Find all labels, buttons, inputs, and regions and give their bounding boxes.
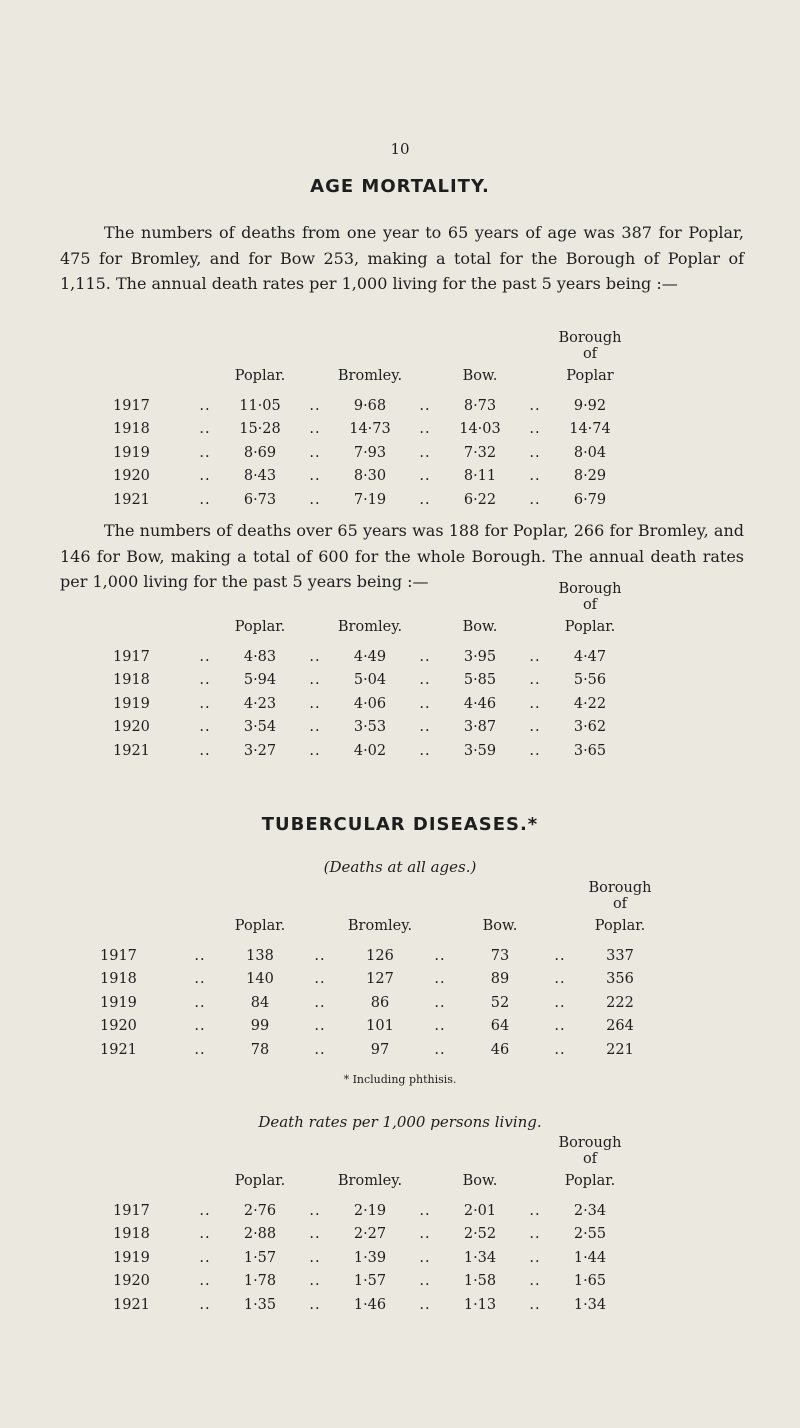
page-number: 10 — [390, 140, 410, 158]
table-row: 1918 .. 15·28 .. 14·73 .. 14·03 .. 14·74 — [113, 414, 623, 438]
column-header: Bromley. — [347, 918, 413, 934]
year-cell: 1918 — [113, 421, 150, 437]
table-row: 1920 .. 1·78 .. 1·57 .. 1·58 .. 1·65 — [113, 1266, 623, 1290]
year-cell: 1919 — [113, 1249, 150, 1266]
value-cell: 4·47 — [573, 648, 607, 665]
value-cell: 1·46 — [353, 1296, 387, 1313]
paragraph-deaths-under-65 — [60, 220, 744, 297]
table-tubercular-deaths — [100, 880, 658, 1058]
value-cell: 3·95 — [463, 648, 497, 665]
value-cell: 78 — [250, 1041, 270, 1058]
column-header: Poplar. — [234, 918, 286, 934]
value-cell: 14·03 — [459, 421, 501, 437]
year-cell: 1917 — [113, 1202, 150, 1219]
table-row: 1917 .. 2·76 .. 2·19 .. 2·01 .. 2·34 — [113, 1195, 623, 1219]
table-row: 1921 .. 78 .. 97 .. 46 .. 221 — [100, 1034, 658, 1058]
value-cell: 4·22 — [573, 695, 607, 712]
year-cell: 1920 — [113, 1273, 150, 1289]
table-row: 1921 .. 1·35 .. 1·46 .. 1·13 .. 1·34 — [113, 1289, 623, 1313]
year-cell: 1918 — [100, 971, 137, 987]
value-cell: 8·04 — [573, 444, 607, 461]
column-top-label: Borough of — [588, 880, 652, 912]
value-cell: 9·92 — [573, 397, 607, 414]
year-cell: 1917 — [113, 397, 150, 414]
year-cell: 1921 — [113, 491, 150, 508]
section-heading-age-mortality: AGE MORTALITY. — [310, 176, 490, 197]
value-cell: 15·28 — [239, 421, 281, 437]
value-cell: 6·79 — [573, 491, 607, 508]
column-header: Bromley. — [337, 619, 403, 635]
table-row: 1920 .. 3·54 .. 3·53 .. 3·87 .. 3·62 — [113, 712, 623, 736]
table-tubercular-death-rates — [113, 1135, 623, 1313]
year-cell: 1919 — [113, 695, 150, 712]
column-top-label: Borough of — [558, 1135, 622, 1167]
value-cell: 14·74 — [569, 421, 611, 437]
value-cell: 1·65 — [573, 1273, 607, 1289]
value-cell: 46 — [490, 1041, 510, 1058]
value-cell: 5·04 — [353, 672, 387, 688]
value-cell: 5·56 — [573, 672, 607, 688]
value-cell: 337 — [606, 947, 634, 964]
value-cell: 5·94 — [243, 672, 277, 688]
value-cell: 7·19 — [353, 491, 387, 508]
value-cell: 1·78 — [243, 1273, 277, 1289]
column-header: Bromley. — [337, 368, 403, 384]
value-cell: 89 — [490, 971, 510, 987]
column-header: Bow. — [462, 619, 498, 635]
table-row: 1919 .. 1·57 .. 1·39 .. 1·34 .. 1·44 — [113, 1242, 623, 1266]
value-cell: 356 — [606, 971, 634, 987]
value-cell: 8·73 — [463, 397, 497, 414]
value-cell: 6·22 — [463, 491, 497, 508]
paragraph-text: The numbers of deaths over 65 years was 188 for Poplar, 266 for Bromley, and 146 for Bow, making a total of 600 for the whole Borough. The annual death rates per 1,000 living for the past 5 years being :— — [60, 521, 744, 591]
value-cell: 4·83 — [243, 648, 277, 665]
value-cell: 8·69 — [243, 444, 277, 461]
value-cell: 140 — [246, 971, 274, 987]
table-row: 1920 .. 99 .. 101 .. 64 .. 264 — [100, 1011, 658, 1035]
value-cell: 8·30 — [353, 468, 387, 484]
value-cell: 1·57 — [243, 1249, 277, 1266]
section-heading-tubercular-diseases: TUBERCULAR DISEASES.* — [261, 814, 539, 835]
column-header: Poplar. — [234, 619, 286, 635]
year-cell: 1917 — [113, 648, 150, 665]
value-cell: 6·73 — [243, 491, 277, 508]
value-cell: 101 — [366, 1018, 394, 1034]
value-cell: 221 — [606, 1041, 634, 1058]
column-header: Poplar. — [234, 368, 286, 384]
value-cell: 8·43 — [243, 468, 277, 484]
value-cell: 1·35 — [243, 1296, 277, 1313]
value-cell: 2·19 — [353, 1202, 387, 1219]
value-cell: 3·54 — [243, 719, 277, 735]
value-cell: 1·34 — [463, 1249, 497, 1266]
year-cell: 1921 — [113, 742, 150, 759]
value-cell: 2·34 — [573, 1202, 607, 1219]
value-cell: 2·01 — [463, 1202, 497, 1219]
subtitle-deaths-all-ages: (Deaths at all ages.) — [323, 858, 477, 876]
table-row: 1919 .. 84 .. 86 .. 52 .. 222 — [100, 987, 658, 1011]
value-cell: 4·02 — [353, 742, 387, 759]
value-cell: 86 — [370, 994, 390, 1011]
value-cell: 64 — [490, 1018, 510, 1034]
table-row: 1918 .. 2·88 .. 2·27 .. 2·52 .. 2·55 — [113, 1219, 623, 1243]
value-cell: 52 — [490, 994, 510, 1011]
value-cell: 2·76 — [243, 1202, 277, 1219]
column-header: Poplar. — [564, 1173, 616, 1189]
year-cell: 1921 — [113, 1296, 150, 1313]
value-cell: 9·68 — [353, 397, 387, 414]
year-cell: 1920 — [100, 1018, 137, 1034]
value-cell: 11·05 — [239, 397, 281, 414]
value-cell: 7·32 — [463, 444, 497, 461]
value-cell: 2·52 — [463, 1226, 497, 1242]
table-row: 1917 .. 138 .. 126 .. 73 .. 337 — [100, 940, 658, 964]
value-cell: 3·87 — [463, 719, 497, 735]
value-cell: 99 — [250, 1018, 270, 1034]
value-cell: 3·65 — [573, 742, 607, 759]
table-row: 1919 .. 4·23 .. 4·06 .. 4·46 .. 4·22 — [113, 688, 623, 712]
column-top-label: Borough of — [558, 581, 622, 613]
value-cell: 97 — [370, 1041, 390, 1058]
value-cell: 7·93 — [353, 444, 387, 461]
value-cell: 8·11 — [463, 468, 497, 484]
value-cell: 138 — [246, 947, 274, 964]
value-cell: 1·57 — [353, 1273, 387, 1289]
value-cell: 222 — [606, 994, 634, 1011]
value-cell: 1·34 — [573, 1296, 607, 1313]
value-cell: 8·29 — [573, 468, 607, 484]
year-cell: 1918 — [113, 672, 150, 688]
column-header: Poplar. — [594, 918, 646, 934]
value-cell: 2·88 — [243, 1226, 277, 1242]
value-cell: 4·06 — [353, 695, 387, 712]
value-cell: 126 — [366, 947, 394, 964]
column-header: Bow. — [462, 368, 498, 384]
table-row: 1921 .. 3·27 .. 4·02 .. 3·59 .. 3·65 — [113, 735, 623, 759]
value-cell: 4·49 — [353, 648, 387, 665]
value-cell: 2·55 — [573, 1226, 607, 1242]
table-row: 1917 .. 11·05 .. 9·68 .. 8·73 .. 9·92 — [113, 390, 623, 414]
table-row: 1918 .. 5·94 .. 5·04 .. 5·85 .. 5·56 — [113, 665, 623, 689]
table-death-rates-under-65 — [113, 330, 623, 508]
footnote-including-phthisis: * Including phthisis. — [343, 1073, 457, 1086]
value-cell: 1·44 — [573, 1249, 607, 1266]
value-cell: 3·62 — [573, 719, 607, 735]
column-header: Poplar. — [564, 619, 616, 635]
value-cell: 1·39 — [353, 1249, 387, 1266]
value-cell: 14·73 — [349, 421, 391, 437]
table-row: 1917 .. 4·83 .. 4·49 .. 3·95 .. 4·47 — [113, 641, 623, 665]
table-row: 1920 .. 8·43 .. 8·30 .. 8·11 .. 8·29 — [113, 461, 623, 485]
year-cell: 1919 — [113, 444, 150, 461]
subtitle-death-rates-per-1000: Death rates per 1,000 persons living. — [258, 1113, 542, 1131]
table-row: 1918 .. 140 .. 127 .. 89 .. 356 — [100, 964, 658, 988]
value-cell: 3·27 — [243, 742, 277, 759]
year-cell: 1920 — [113, 719, 150, 735]
value-cell: 4·23 — [243, 695, 277, 712]
value-cell: 3·59 — [463, 742, 497, 759]
value-cell: 84 — [250, 994, 270, 1011]
column-header: Bow. — [462, 1173, 498, 1189]
value-cell: 264 — [606, 1018, 634, 1034]
year-cell: 1919 — [100, 994, 137, 1011]
year-cell: 1921 — [100, 1041, 137, 1058]
column-header: Bromley. — [337, 1173, 403, 1189]
column-header: Poplar. — [234, 1173, 286, 1189]
value-cell: 5·85 — [463, 672, 497, 688]
table-death-rates-over-65 — [113, 581, 623, 759]
column-header: Bow. — [482, 918, 518, 934]
table-row: 1919 .. 8·69 .. 7·93 .. 7·32 .. 8·04 — [113, 437, 623, 461]
column-top-label: Borough of — [558, 330, 622, 362]
year-cell: 1917 — [100, 947, 137, 964]
year-cell: 1918 — [113, 1226, 150, 1242]
value-cell: 4·46 — [463, 695, 497, 712]
value-cell: 1·58 — [463, 1273, 497, 1289]
value-cell: 73 — [490, 947, 510, 964]
value-cell: 3·53 — [353, 719, 387, 735]
value-cell: 127 — [366, 971, 394, 987]
paragraph-text: The numbers of deaths from one year to 65 years of age was 387 for Poplar, 475 for Bromley, and for Bow 253, making a total for the Borough of Poplar of 1,115. The annual death rates per 1,000 living for the past 5 years being :— — [60, 223, 744, 293]
value-cell: 1·13 — [463, 1296, 497, 1313]
column-header: Poplar — [566, 368, 614, 384]
table-row: 1921 .. 6·73 .. 7·19 .. 6·22 .. 6·79 — [113, 484, 623, 508]
year-cell: 1920 — [113, 468, 150, 484]
value-cell: 2·27 — [353, 1226, 387, 1242]
